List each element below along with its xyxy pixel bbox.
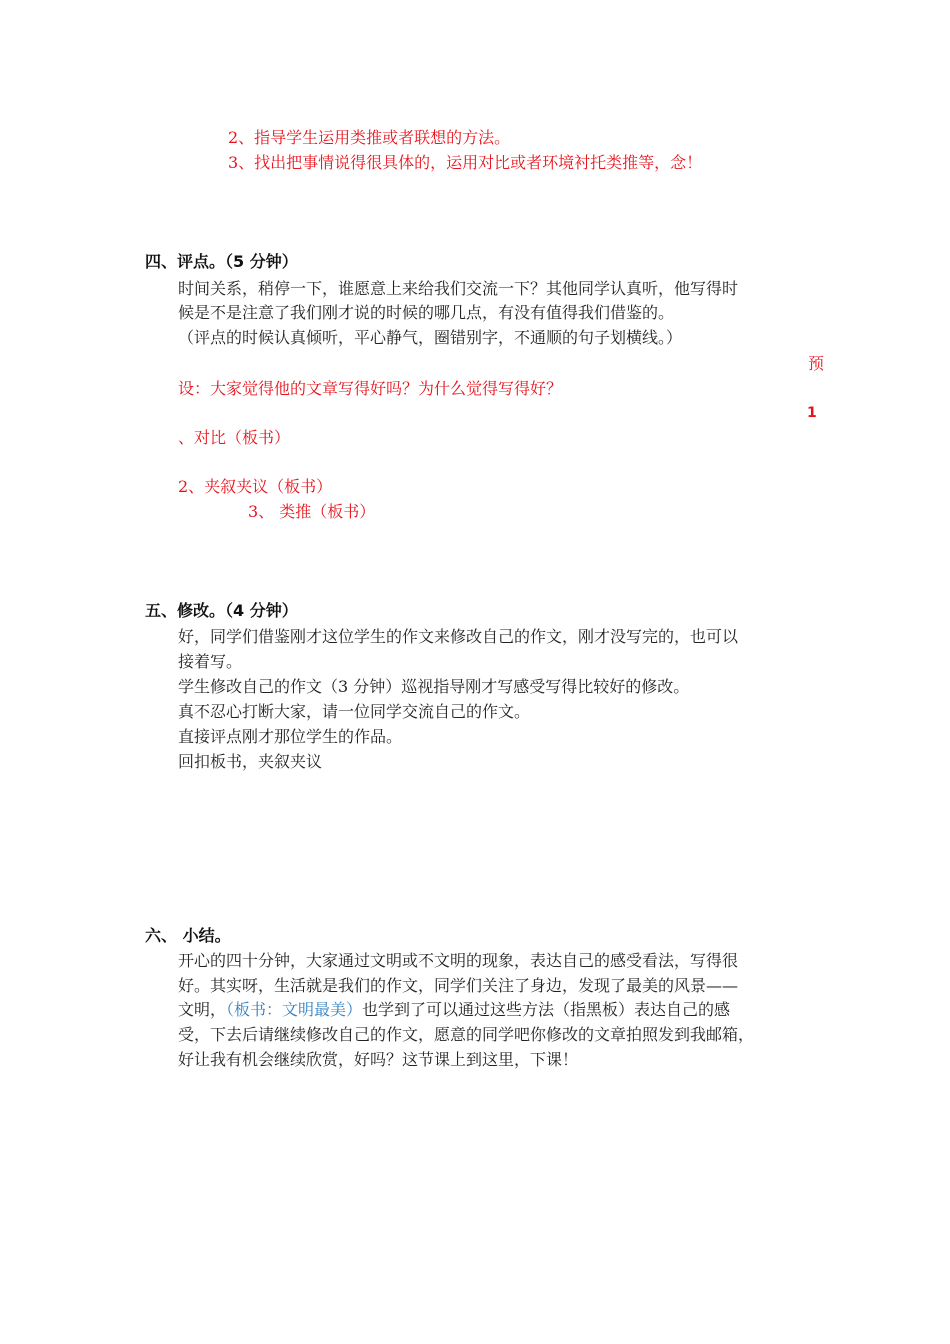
section-5-line-4: 真不忍心打断大家，请一位同学交流自己的作文。	[178, 702, 531, 721]
section-5-line-5: 直接评点刚才那位学生的作品。	[178, 727, 403, 746]
section-4-point-2: 2、夹叙夹议（板书）	[178, 477, 333, 496]
section-5-line-3: 学生修改自己的作文（3 分钟）巡视指导刚才写感受写得比较好的修改。	[178, 677, 690, 696]
section-4-paragraph-line-1: 时间关系，稍停一下，谁愿意上来给我们交流一下？其他同学认真听，他写得时	[178, 279, 739, 298]
section-6-line-5: 好让我有机会继续欣赏，好吗？这节课上到这里，下课！	[178, 1050, 579, 1069]
section-5-line-1: 好，同学们借鉴刚才这位学生的作文来修改自己的作文，刚才没写完的，也可以	[178, 627, 739, 646]
section-6-line-3-end: 也学到了可以通过这些方法（指黑板）表达自己的感	[362, 1000, 731, 1019]
intro-item-2: 2、指导学生运用类推或者联想的方法。	[228, 128, 511, 147]
intro-item-3: 3、找出把事情说得很具体的，运用对比或者环境衬托类推等，念！	[228, 153, 703, 172]
section-6-line-4: 受，下去后请继续修改自己的作文，愿意的同学吧你修改的文章拍照发到我邮箱，	[178, 1025, 755, 1044]
section-6-line-1: 开心的四十分钟，大家通过文明或不文明的现象，表达自己的感受看法，写得很	[178, 951, 739, 970]
section-4-preset-char: 预	[808, 354, 825, 373]
section-5-line-2: 接着写。	[178, 652, 243, 671]
section-5-heading: 五、修改。（4 分钟）	[145, 601, 298, 620]
section-4-point-3: 3、 类推（板书）	[248, 502, 376, 521]
section-5-line-6: 回扣板书，夹叙夹议	[178, 752, 323, 771]
section-6-line-2: 好。其实呀，生活就是我们的作文，同学们关注了身边，发现了最美的风景——	[178, 976, 739, 995]
section-6-line-3	[178, 998, 730, 1022]
blackboard-note: （板书：文明最美）	[226, 1000, 363, 1019]
section-4-heading: 四、评点。（5 分钟）	[145, 252, 298, 271]
section-4-point-1: 、对比（板书）	[178, 428, 291, 447]
section-4-note: （评点的时候认真倾听，平心静气，圈错别字，不通顺的句子划横线。）	[178, 328, 683, 347]
section-6-heading: 六、 小结。	[145, 926, 231, 945]
section-6-line-3-start: 文明，	[178, 1000, 227, 1019]
section-4-preset: 设：大家觉得他的文章写得好吗？为什么觉得写得好？	[178, 379, 563, 398]
section-4-paragraph-line-2: 候是不是注意了我们刚才说的时候的哪几点，有没有值得我们借鉴的。	[178, 303, 675, 322]
section-4-number-1: 1	[807, 405, 817, 421]
